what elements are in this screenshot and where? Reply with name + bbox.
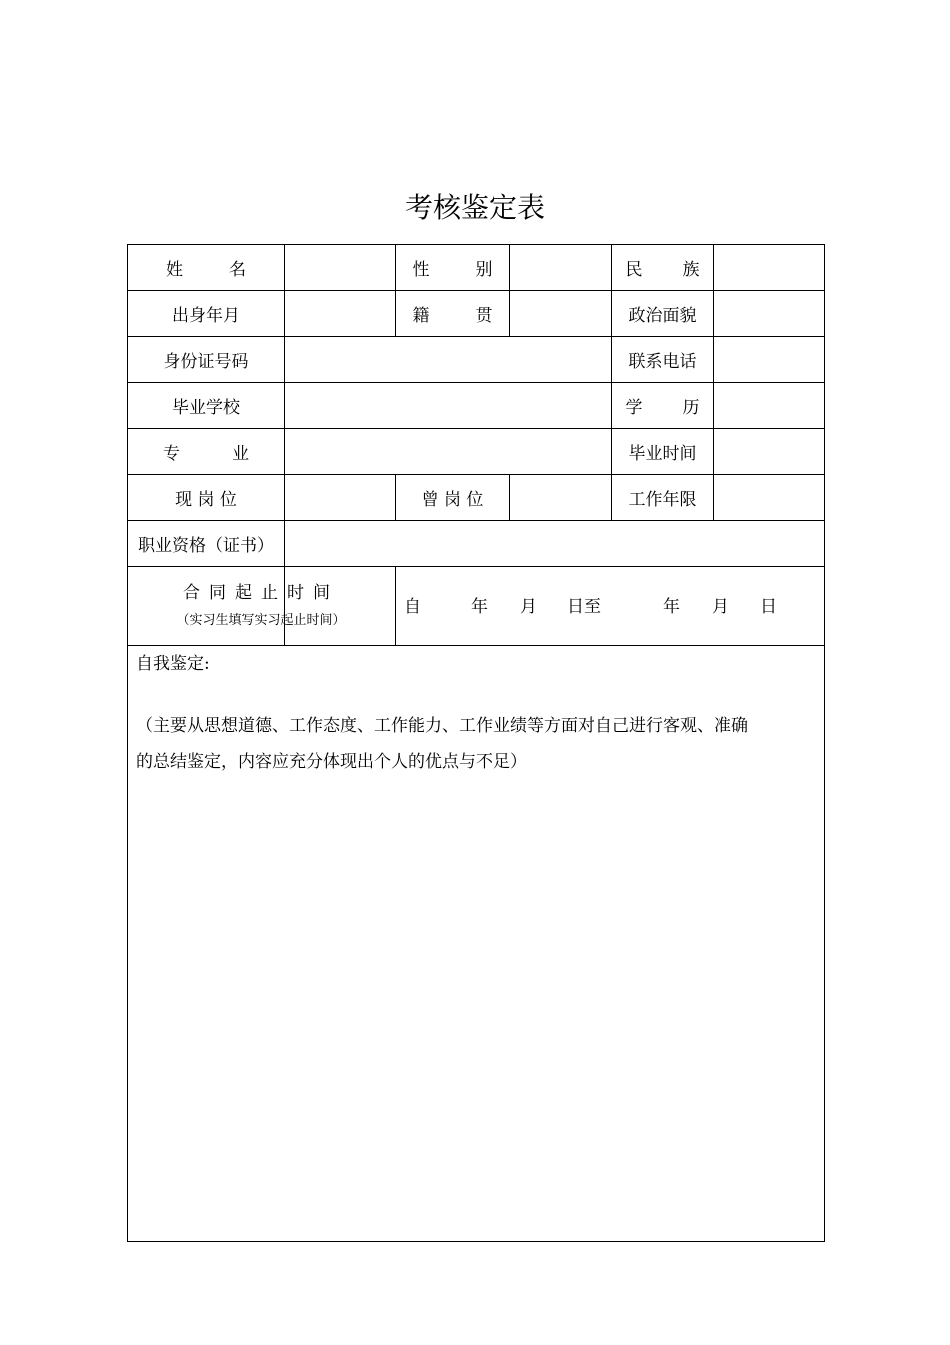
- native-place-field[interactable]: [510, 291, 611, 336]
- ethnicity-label: 民 族: [625, 260, 700, 280]
- appraisal-form: [127, 244, 825, 1242]
- date-month-1: 月: [520, 597, 537, 617]
- phone-label: 联系电话: [628, 352, 697, 372]
- name-field[interactable]: [285, 245, 395, 290]
- school-field[interactable]: [285, 383, 611, 428]
- self-evaluation-section[interactable]: [136, 649, 816, 780]
- ethnicity-field[interactable]: [714, 245, 824, 290]
- major-label: 专 业: [163, 444, 249, 464]
- id-number-label: 身份证号码: [163, 352, 249, 372]
- major-field[interactable]: [285, 429, 611, 474]
- current-post-label: 现 岗 位: [175, 490, 237, 510]
- current-post-field[interactable]: [285, 475, 395, 520]
- gender-field[interactable]: [510, 245, 611, 290]
- date-month-2: 月: [712, 597, 729, 617]
- name-label: 姓 名: [166, 260, 246, 280]
- form-title: 考核鉴定表: [404, 191, 545, 224]
- contract-dates-field[interactable]: [395, 567, 825, 645]
- grad-time-label: 毕业时间: [628, 444, 697, 464]
- former-post-label: 曾 岗 位: [421, 490, 484, 510]
- qualification-label: 职业资格（证书）: [138, 536, 274, 556]
- contract-period-title: 合同起止时间: [183, 583, 339, 603]
- birth-field[interactable]: [285, 291, 395, 336]
- self-evaluation-hint: （主要从思想道德、工作态度、工作能力、工作业绩等方面对自己进行客观、准确 的总结鉴定，内容应充分体现出个人的优点与不足）: [136, 716, 748, 772]
- grad-time-field[interactable]: [714, 429, 824, 474]
- id-number-field[interactable]: [285, 337, 611, 382]
- work-years-field[interactable]: [714, 475, 824, 520]
- date-day-2: 日: [760, 597, 777, 617]
- phone-field[interactable]: [714, 337, 824, 382]
- former-post-field[interactable]: [510, 475, 611, 520]
- political-status-label: 政治面貌: [628, 306, 697, 326]
- date-from: 自: [404, 597, 421, 617]
- date-day-to: 日至: [567, 597, 601, 617]
- school-label: 毕业学校: [172, 398, 240, 418]
- row-divider: [128, 645, 824, 646]
- native-place-label: 籍 贯: [412, 306, 493, 326]
- political-status-field[interactable]: [714, 291, 824, 336]
- birth-label: 出身年月: [172, 306, 240, 326]
- contract-period-label: [128, 567, 394, 645]
- work-years-label: 工作年限: [628, 490, 697, 510]
- contract-period-note: （实习生填写实习起止时间）: [176, 613, 346, 628]
- gender-label: 性 别: [412, 260, 493, 280]
- education-field[interactable]: [714, 383, 824, 428]
- qualification-field[interactable]: [285, 521, 824, 566]
- self-evaluation-label: 自我鉴定:: [136, 654, 210, 674]
- date-year-1: 年: [471, 597, 488, 617]
- education-label: 学 历: [625, 398, 700, 418]
- date-year-2: 年: [663, 597, 680, 617]
